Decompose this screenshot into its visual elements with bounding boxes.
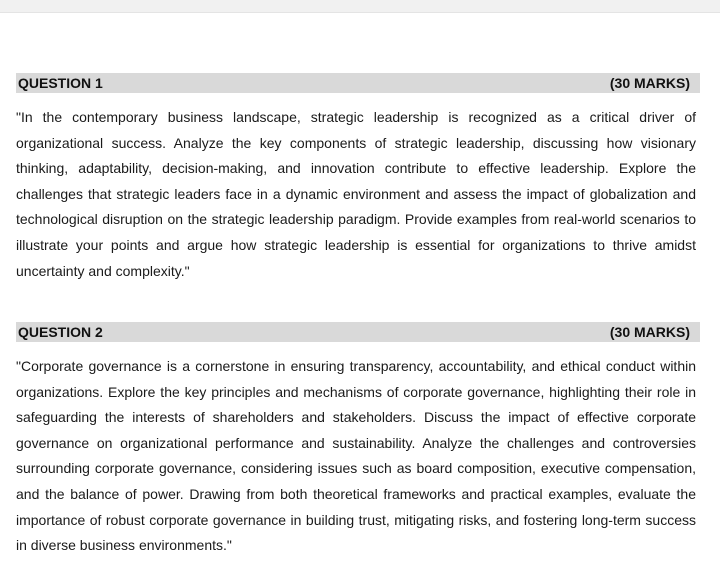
question-1-marks: (30 MARKS) <box>609 75 690 91</box>
question-1-section <box>16 73 700 298</box>
top-toolbar-strip <box>0 0 720 13</box>
question-1-text: "In the contemporary business landscape, strategic leadership is recognized as a critical driver of organizational success. Analyze the key components of strategic leadership, discussing how visionary thinking, adaptability, decision-making, and innovation contribute to effective leadership. Explore the challenges that strategic leaders face in a dynamic environment and assess the impact of globalization and technological disruption on the strategic leadership paradigm. Provide examples from real-world scenarios to illustrate your points and argue how strategic leadership is essential for organizations to thrive amidst uncertainty and complexity." <box>16 109 696 279</box>
question-2-header <box>16 322 700 342</box>
question-2-marks: (30 MARKS) <box>609 324 690 340</box>
question-2-section <box>16 322 700 573</box>
question-2-title: QUESTION 2 <box>18 324 103 340</box>
question-1-title: QUESTION 1 <box>18 75 103 91</box>
question-1-header <box>16 73 700 93</box>
question-2-text: "Corporate governance is a cornerstone in ensuring transparency, accountability, and ethical conduct within organizations. Explore the key principles and mechanisms of corporate governance, highlighting their role in safeguarding the interests of shareholders and stakeholders. Discuss the impact of effective corporate governance on organizational performance and sustainability. Analyze the challenges and controversies surrounding corporate governance, considering issues such as board composition, executive compensation, and the balance of power. Drawing from both theoretical frameworks and practical examples, evaluate the importance of robust corporate governance in building trust, mitigating risks, and fostering long-term success in diverse business environments." <box>16 358 696 554</box>
